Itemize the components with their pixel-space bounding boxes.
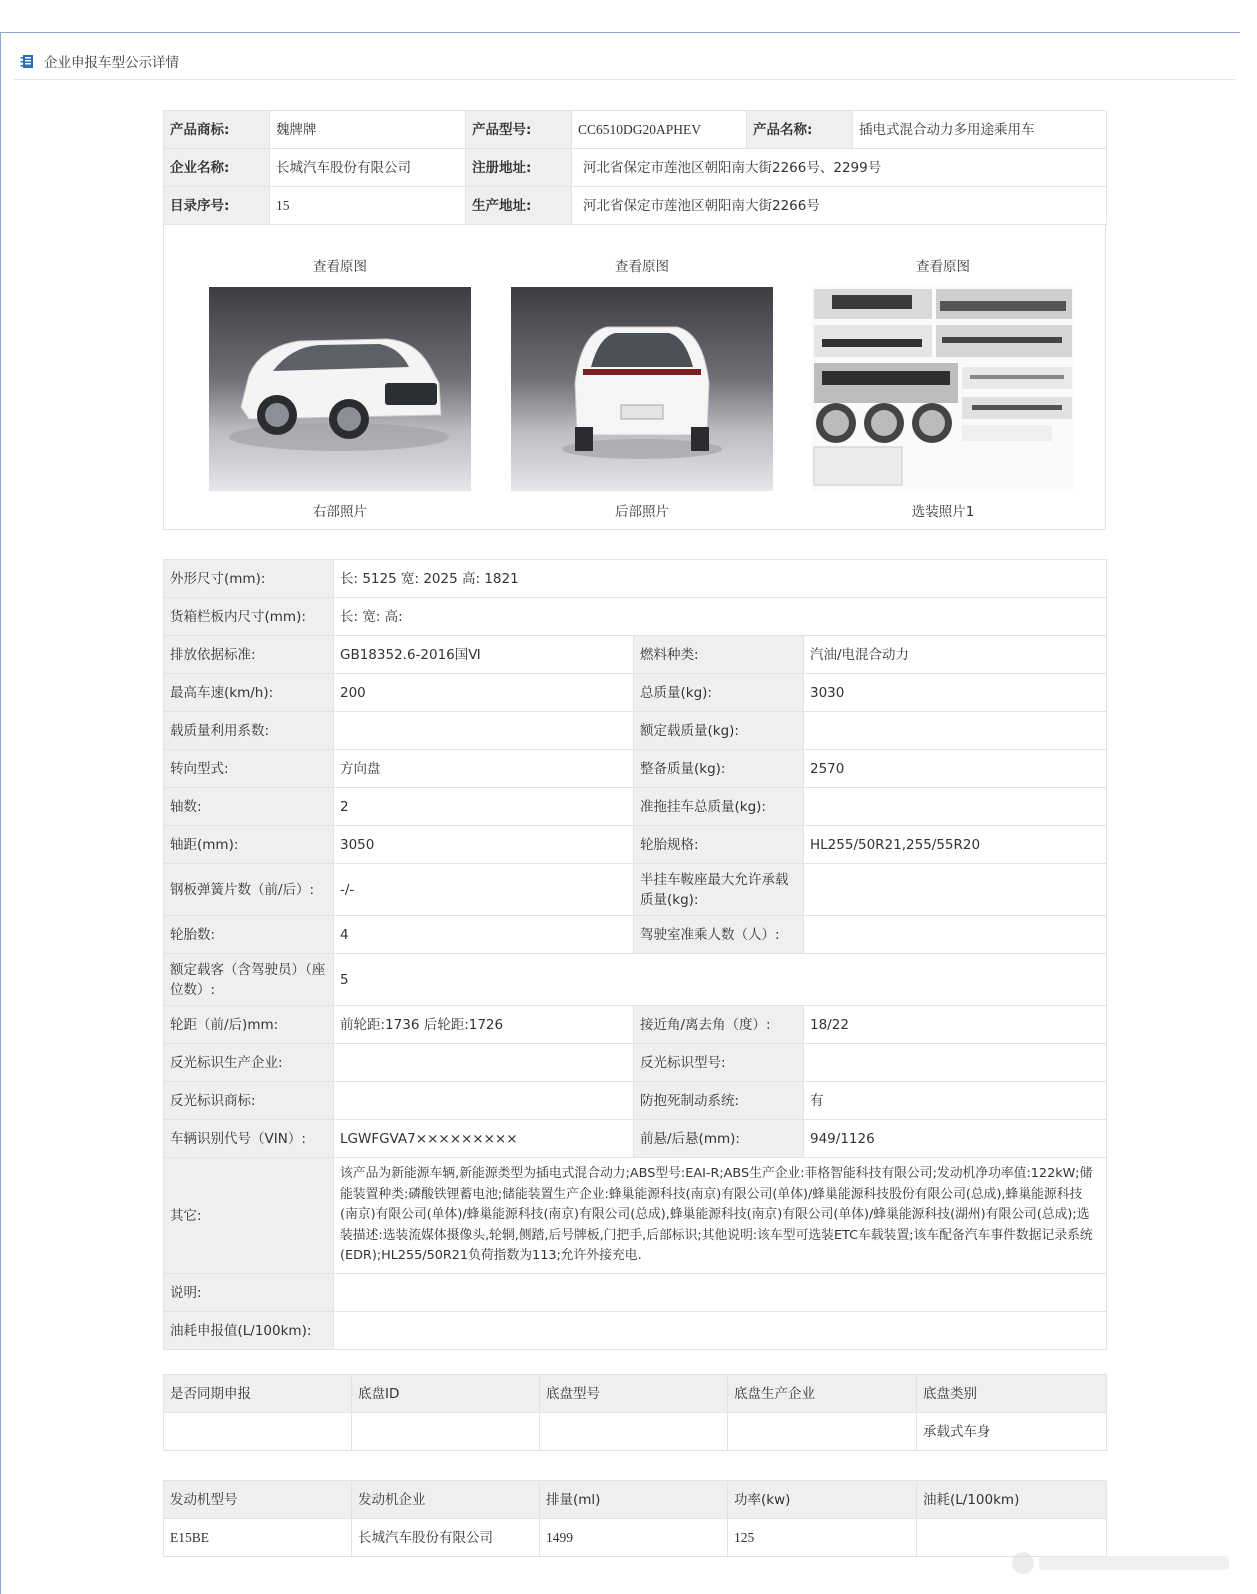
tire-spec-value: HL255/50R21,255/55R20	[804, 826, 1107, 864]
consumption-label: 油耗申报值(L/100km):	[164, 1312, 334, 1350]
prod-address-label: 生产地址:	[466, 187, 572, 225]
chassis-cell: 承载式车身	[917, 1413, 1107, 1451]
cab-seats-label: 驾驶室准乘人数（人）:	[634, 916, 804, 954]
reflector-maker-label: 反光标识生产企业:	[164, 1044, 334, 1082]
notebook-icon	[20, 54, 34, 69]
option-collage-photo[interactable]	[812, 287, 1074, 491]
dims-value: 长: 5125 宽: 2025 高: 1821	[334, 560, 1107, 598]
other-label: 其它:	[164, 1158, 334, 1274]
product-name-label: 产品名称:	[747, 111, 853, 149]
emission-label: 排放依据标准:	[164, 636, 334, 674]
seats-value: 5	[334, 954, 1107, 1006]
parameters-table	[163, 559, 1107, 1350]
emission-value: GB18352.6-2016国Ⅵ	[334, 636, 634, 674]
note-value	[334, 1274, 1107, 1312]
speed-value: 200	[334, 674, 634, 712]
page-header	[20, 50, 179, 72]
trailer-mass-label: 准拖挂车总质量(kg):	[634, 788, 804, 826]
page-title: 企业申报车型公示详情	[44, 55, 179, 71]
engine-header: 功率(kw)	[728, 1481, 917, 1519]
cargo-label: 货箱栏板内尺寸(mm):	[164, 598, 334, 636]
fuel-label: 燃料种类:	[634, 636, 804, 674]
load-coef-value	[334, 712, 634, 750]
chassis-cell	[164, 1413, 352, 1451]
chassis-header: 底盘类别	[917, 1375, 1107, 1413]
engine-header: 排量(ml)	[540, 1481, 728, 1519]
steering-value: 方向盘	[334, 750, 634, 788]
vehicle-right-photo[interactable]	[209, 287, 471, 491]
chassis-header-row	[164, 1375, 1107, 1413]
engine-cell: 125	[728, 1519, 917, 1557]
track-value: 前轮距:1736 后轮距:1726	[334, 1006, 634, 1044]
prod-address-value: 河北省保定市莲池区朝阳南大街2266号	[572, 187, 1107, 225]
photo-panel	[163, 223, 1106, 530]
catalog-no-label: 目录序号:	[164, 187, 270, 225]
engine-header: 发动机型号	[164, 1481, 352, 1519]
tire-count-label: 轮胎数:	[164, 916, 334, 954]
saddle-label: 半挂车鞍座最大允许承载质量(kg):	[634, 864, 804, 916]
abs-value: 有	[804, 1082, 1107, 1120]
other-value: 该产品为新能源车辆,新能源类型为插电式混合动力;ABS型号:EAI-R;ABS生产企业:菲格智能科技有限公司;发动机净功率值:122kW;储能装置种类:磷酸铁锂蓄电池;储能装置生产企业:蜂巢能源科技(南京)有限公司(单体)/蜂巢能源科技股份有限公司(总成),蜂巢能源科技(南京)有限公司(单体)/蜂巢能源科技(南京)有限公司(总成),蜂巢能源科技(南京)有限公司(单体)/蜂巢能源科技(湖州)有限公司(总成);选装描述:选装流媒体摄像头,轮辋,侧踏,后号牌板,门把手,后部标识;其他说明:该车型可选装ETC车载装置;该车配备汽车事件数据记录系统(EDR);HL255/50R21负荷指数为113;允许外接充电.	[334, 1158, 1107, 1274]
tire-spec-label: 轮胎规格:	[634, 826, 804, 864]
vin-label: 车辆识别代号（VIN）:	[164, 1120, 334, 1158]
angle-label: 接近角/离去角（度）:	[634, 1006, 804, 1044]
chassis-cell	[540, 1413, 728, 1451]
product-name-value: 插电式混合动力多用途乘用车	[853, 111, 1107, 149]
rated-load-label: 额定载质量(kg):	[634, 712, 804, 750]
model-label: 产品型号:	[466, 111, 572, 149]
track-label: 轮距（前/后)mm:	[164, 1006, 334, 1044]
cargo-value: 长: 宽: 高:	[334, 598, 1107, 636]
reflector-brand-label: 反光标识商标:	[164, 1082, 334, 1120]
spring-value: -/-	[334, 864, 634, 916]
basic-row-1	[164, 111, 1107, 149]
axles-value: 2	[334, 788, 634, 826]
fuel-value: 汽油/电混合动力	[804, 636, 1107, 674]
curb-mass-label: 整备质量(kg):	[634, 750, 804, 788]
load-coef-label: 载质量利用系数:	[164, 712, 334, 750]
curb-mass-value: 2570	[804, 750, 1107, 788]
chassis-header: 底盘型号	[540, 1375, 728, 1413]
chassis-header: 底盘ID	[352, 1375, 540, 1413]
view-original-link[interactable]: 查看原图	[313, 259, 367, 275]
brand-value: 魏牌牌	[270, 111, 466, 149]
reg-address-value: 河北省保定市莲池区朝阳南大街2266号、2299号	[572, 149, 1107, 187]
table-row	[164, 1519, 1107, 1557]
chassis-cell	[728, 1413, 917, 1451]
speed-label: 最高车速(km/h):	[164, 674, 334, 712]
vin-value: LGWFGVA7×××××××××	[334, 1120, 634, 1158]
company-label: 企业名称:	[164, 149, 270, 187]
chassis-cell	[352, 1413, 540, 1451]
overhang-value: 949/1126	[804, 1120, 1107, 1158]
steering-label: 转向型式:	[164, 750, 334, 788]
reflector-model-label: 反光标识型号:	[634, 1044, 804, 1082]
photo-caption-option: 选装照片1	[911, 504, 975, 520]
engine-header-row	[164, 1481, 1107, 1519]
reflector-model-value	[804, 1044, 1107, 1082]
engine-table	[163, 1480, 1107, 1557]
cab-seats-value	[804, 916, 1107, 954]
photo-right	[209, 255, 471, 525]
photo-option	[812, 255, 1074, 525]
reflector-maker-value	[334, 1044, 634, 1082]
vehicle-rear-photo[interactable]	[511, 287, 773, 491]
photo-rear	[511, 255, 773, 525]
gross-mass-label: 总质量(kg):	[634, 674, 804, 712]
watermark-logo	[1009, 1548, 1239, 1578]
basic-row-3	[164, 187, 1107, 225]
basic-info-table	[163, 110, 1107, 225]
angle-value: 18/22	[804, 1006, 1107, 1044]
engine-cell: E15BE	[164, 1519, 352, 1557]
chassis-header: 底盘生产企业	[728, 1375, 917, 1413]
note-label: 说明:	[164, 1274, 334, 1312]
reg-address-label: 注册地址:	[466, 149, 572, 187]
saddle-value	[804, 864, 1107, 916]
abs-label: 防抱死制动系统:	[634, 1082, 804, 1120]
chassis-header: 是否同期申报	[164, 1375, 352, 1413]
trailer-mass-value	[804, 788, 1107, 826]
spring-label: 钢板弹簧片数（前/后）:	[164, 864, 334, 916]
catalog-no-value: 15	[270, 187, 466, 225]
engine-header: 发动机企业	[352, 1481, 540, 1519]
rated-load-value	[804, 712, 1107, 750]
tire-count-value: 4	[334, 916, 634, 954]
consumption-value	[334, 1312, 1107, 1350]
view-original-link[interactable]: 查看原图	[615, 259, 669, 275]
table-row	[164, 1413, 1107, 1451]
dims-label: 外形尺寸(mm):	[164, 560, 334, 598]
wheelbase-label: 轴距(mm):	[164, 826, 334, 864]
model-value: CC6510DG20APHEV	[572, 111, 747, 149]
wheelbase-value: 3050	[334, 826, 634, 864]
brand-label: 产品商标:	[164, 111, 270, 149]
engine-header: 油耗(L/100km)	[917, 1481, 1107, 1519]
overhang-label: 前悬/后悬(mm):	[634, 1120, 804, 1158]
company-value: 长城汽车股份有限公司	[270, 149, 466, 187]
reflector-brand-value	[334, 1082, 634, 1120]
axles-label: 轴数:	[164, 788, 334, 826]
basic-row-2	[164, 149, 1107, 187]
seats-label: 额定载客（含驾驶员）（座位数）:	[164, 954, 334, 1006]
chassis-table	[163, 1374, 1107, 1451]
photo-caption-rear: 后部照片	[615, 504, 669, 520]
header-divider	[14, 79, 1236, 80]
engine-cell: 1499	[540, 1519, 728, 1557]
photo-caption-right: 右部照片	[313, 504, 367, 520]
gross-mass-value: 3030	[804, 674, 1107, 712]
engine-cell: 长城汽车股份有限公司	[352, 1519, 540, 1557]
view-original-link[interactable]: 查看原图	[916, 259, 970, 275]
